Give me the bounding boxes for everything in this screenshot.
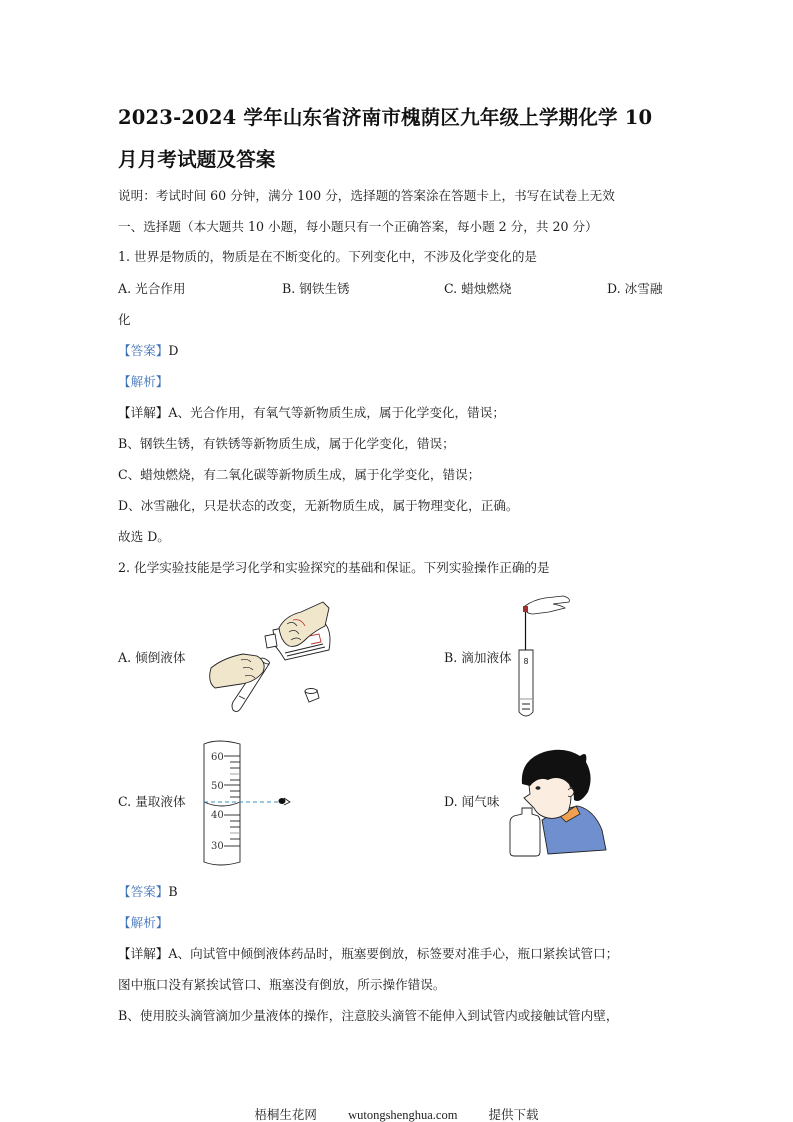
svg-text:8: 8 (523, 657, 529, 666)
scale-label-50: 50 (211, 781, 224, 792)
footer-site-name: 梧桐生花网 (254, 1108, 317, 1122)
answer-tag: 【答案】 (118, 343, 169, 358)
hand-icon (525, 596, 569, 614)
bottle-stopper-icon (305, 689, 319, 703)
pouring-liquid-figure (205, 598, 335, 716)
question-1-option-d: D. 冰雪融 (607, 281, 663, 296)
scale-label-40: 40 (211, 810, 224, 821)
analysis-tag: 【解析】 (118, 915, 169, 930)
question-2-option-b: B. 滴加液体 (444, 650, 512, 665)
instructions: 说明：考试时间 60 分钟，满分 100 分，选择题的答案涂在答题卡上，书写在试卷上无效 (118, 188, 615, 203)
question-2-stem: 2. 化学实验技能是学习化学和实验探究的基础和保证。下列实验操作正确的是 (118, 560, 550, 575)
question-1-option-a: A. 光合作用 (118, 281, 186, 296)
detail-text: A、向试管中倾倒液体药品时，瓶塞要倒放，标签要对准手心，瓶口紧挨试管口； (168, 946, 619, 961)
measuring-cylinder-figure (198, 738, 298, 868)
question-1-analysis (118, 375, 168, 389)
question-2-analysis (118, 916, 168, 930)
question-1-conclusion: 故选 D。 (118, 529, 170, 544)
answer-value: B (168, 884, 178, 899)
ear (568, 788, 574, 796)
scale-label-60: 60 (211, 752, 224, 763)
question-2-option-d: D. 闻气味 (444, 794, 500, 809)
question-1-option-c: C. 蜡烛燃烧 (444, 281, 512, 296)
answer-tag: 【答案】 (118, 884, 169, 899)
question-1-detail-line-1 (118, 406, 505, 420)
document-title-line-2: 月月考试题及答案 (118, 148, 276, 171)
question-2-detail-line-1 (118, 947, 618, 961)
smelling-odor-figure (508, 746, 608, 858)
dropping-liquid-figure (515, 594, 585, 720)
question-1-option-d-wrap: 化 (118, 312, 131, 327)
question-2-detail-line-2: 图中瓶口没有紧挨试管口、瓶塞没有倒放，所示操作错误。 (118, 977, 446, 992)
eye (536, 786, 541, 790)
document-title-line-1: 2023-2024 学年山东省济南市槐荫区九年级上学期化学 10 (118, 106, 653, 129)
question-1-option-b: B. 钢铁生锈 (282, 281, 350, 296)
scale-label-30: 30 (211, 841, 224, 852)
bottle-icon (510, 808, 540, 856)
question-2-option-a: A. 倾倒液体 (118, 650, 186, 665)
test-tube-icon (519, 650, 533, 716)
question-2-answer (118, 885, 178, 899)
question-1-answer (118, 344, 178, 358)
question-2-option-c: C. 量取液体 (118, 794, 186, 809)
question-1-detail-line-4: D、冰雪融化，只是状态的改变，无新物质生成，属于物理变化，正确。 (118, 498, 519, 513)
question-1-detail-line-3: C、蜡烛燃烧，有二氧化碳等新物质生成，属于化学变化，错误； (118, 467, 481, 482)
page-footer (0, 1105, 793, 1122)
analysis-tag: 【解析】 (118, 374, 169, 389)
footer-url[interactable]: wutongshenghua.com (348, 1108, 458, 1122)
question-2-detail-line-3: B、使用胶头滴管滴加少量液体的操作，注意胶头滴管不能伸入到试管内或接触试管内壁， (118, 1008, 619, 1023)
eye-icon (279, 798, 291, 805)
dropper-bulb-icon (523, 606, 528, 612)
question-1-stem: 1. 世界是物质的，物质是在不断变化的。下列变化中，不涉及化学变化的是 (118, 249, 538, 264)
detail-tag: 【详解】 (118, 946, 169, 961)
footer-note: 提供下载 (488, 1108, 539, 1122)
answer-value: D (168, 343, 179, 358)
detail-text: A、光合作用，有氧气等新物质生成，属于化学变化，错误； (168, 405, 505, 420)
section-heading: 一、选择题（本大题共 10 小题，每小题只有一个正确答案，每小题 2 分，共 20 分） (118, 219, 598, 234)
question-1-detail-line-2: B、钢铁生锈，有铁锈等新物质生成，属于化学变化，错误； (118, 436, 455, 451)
detail-tag: 【详解】 (118, 405, 169, 420)
